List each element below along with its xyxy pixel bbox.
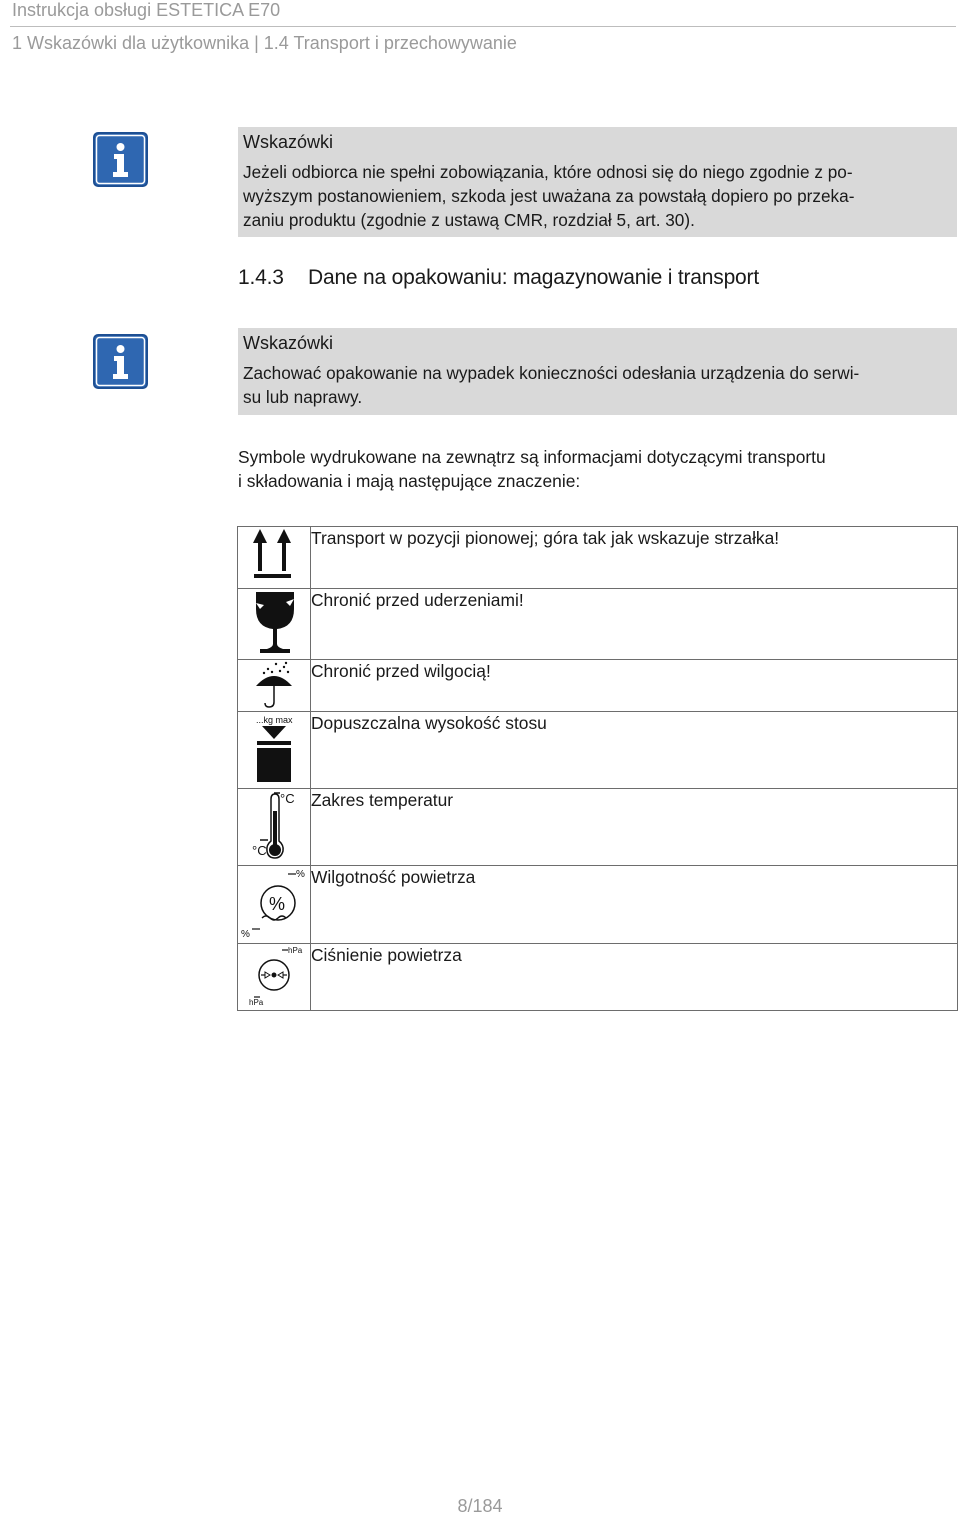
icon-text: %: [241, 929, 250, 940]
note-line: zaniu produktu (zgodnie z ustawą CMR, rozdział 5, art. 30).: [243, 210, 695, 230]
symbols-table: [237, 526, 958, 1011]
intro-paragraph: [238, 445, 948, 493]
table-row: [238, 527, 958, 589]
breadcrumb: 1 Wskazówki dla użytkownika | 1.4 Transport i przechowywanie: [12, 33, 517, 53]
symbol-cell: [238, 944, 311, 1011]
symbol-cell: [238, 527, 311, 589]
temperature-range-icon: [238, 789, 310, 865]
symbol-label: [311, 944, 958, 1011]
symbol-label: [311, 866, 958, 944]
icon-text: hPa: [249, 998, 264, 1007]
symbol-label-text: Chronić przed uderzeniami!: [311, 590, 524, 610]
page-number: 8/184: [457, 1496, 503, 1516]
note-line: Jeżeli odbiorca nie spełni zobowiązania, które odnosi się do niego zgodnie z po-: [243, 162, 853, 182]
symbol-label: [311, 527, 958, 589]
info-icon: [93, 334, 148, 389]
icon-text: hPa: [288, 946, 303, 955]
intro-line: i składowania i mają następujące znaczenie:: [238, 471, 581, 491]
stacking-limit-icon: [238, 712, 310, 788]
fragile-glass-icon: [238, 589, 310, 659]
symbol-cell: [238, 712, 311, 789]
section-title: Dane na opakowaniu: magazynowanie i transport: [308, 266, 759, 289]
icon-text: °C: [280, 791, 295, 806]
symbol-label-text: Wilgotność powietrza: [311, 867, 476, 887]
symbol-label-text: Zakres temperatur: [311, 790, 454, 810]
table-row: [238, 866, 958, 944]
table-row: [238, 944, 958, 1011]
section-heading: [238, 266, 759, 290]
note-text: [243, 361, 952, 409]
note-heading: Wskazówki: [243, 132, 334, 152]
symbol-label: [311, 712, 958, 789]
air-pressure-range-icon: [238, 944, 310, 1010]
note-line: wyższym postanowieniem, szkoda jest uważana za powstałą dopiero po przeka-: [243, 186, 855, 206]
note-box: [238, 127, 957, 237]
symbol-label: [311, 660, 958, 712]
this-way-up-icon: [238, 527, 310, 588]
symbol-label: [311, 789, 958, 866]
note-box: [238, 328, 957, 415]
symbol-cell: [238, 589, 311, 660]
symbol-cell: [238, 866, 311, 944]
icon-text: %: [269, 894, 286, 914]
humidity-range-icon: [238, 866, 310, 943]
symbol-label-text: Chronić przed wilgocią!: [311, 661, 491, 681]
icon-text: %: [296, 869, 305, 880]
symbol-cell: [238, 789, 311, 866]
table-row: [238, 660, 958, 712]
note-line: Zachować opakowanie na wypadek konieczności odesłania urządzenia do serwi-: [243, 363, 860, 383]
icon-text: ...kg max: [256, 715, 293, 725]
table-row: [238, 712, 958, 789]
note-line: su lub naprawy.: [243, 387, 363, 407]
symbol-label-text: Dopuszczalna wysokość stosu: [311, 713, 547, 733]
symbol-label-text: Transport w pozycji pionowej; góra tak jak wskazuje strzałka!: [311, 528, 780, 548]
symbol-cell: [238, 660, 311, 712]
table-row: [238, 589, 958, 660]
section-number: 1.4.3: [238, 266, 284, 289]
symbol-label-text: Ciśnienie powietrza: [311, 945, 462, 965]
info-icon: [93, 132, 148, 187]
keep-dry-umbrella-icon: [238, 660, 310, 711]
document-title: Instrukcja obsługi ESTETICA E70: [12, 0, 281, 20]
note-heading: Wskazówki: [243, 333, 334, 353]
note-text: [243, 160, 952, 232]
table-row: [238, 789, 958, 866]
symbol-label: [311, 589, 958, 660]
header-divider: [10, 26, 956, 27]
intro-line: Symbole wydrukowane na zewnątrz są informacjami dotyczącymi transportu: [238, 447, 826, 467]
icon-text: °C: [252, 843, 267, 858]
